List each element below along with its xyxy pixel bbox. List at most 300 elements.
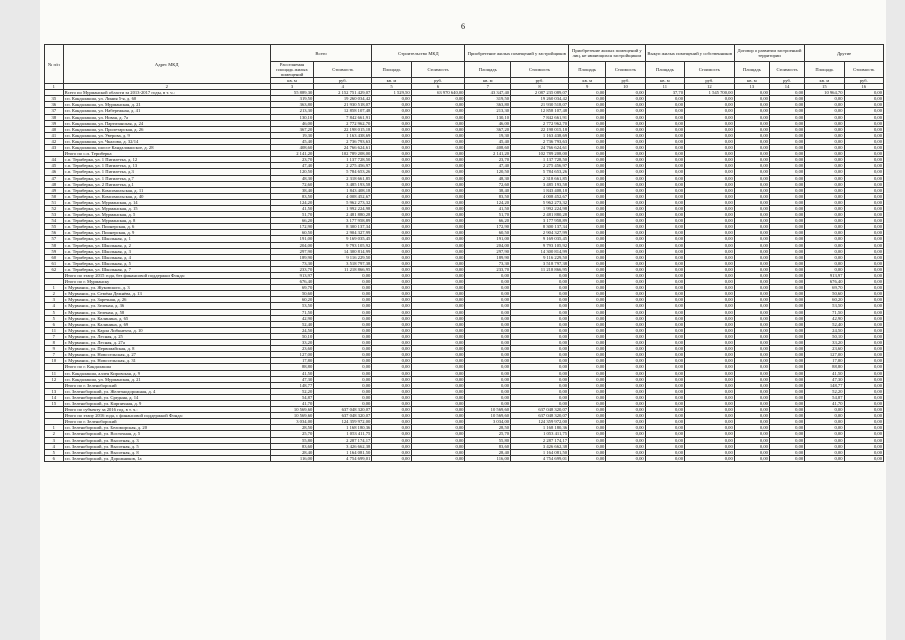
value-cell: 71,50 [270, 309, 314, 315]
value-cell: 0,00 [411, 254, 465, 260]
value-cell: 0,00 [685, 352, 735, 358]
value-cell: 0,00 [606, 382, 645, 388]
value-cell: 12 858 107,48 [314, 108, 372, 114]
value-cell: 0,00 [511, 279, 569, 285]
table-row [45, 455, 884, 461]
value-cell: 60,50 [270, 230, 314, 236]
value-cell: 0,00 [769, 199, 804, 205]
value-cell: 0,00 [465, 333, 511, 339]
value-cell: 0,00 [645, 230, 684, 236]
value-cell: 0,00 [569, 449, 606, 455]
value-cell: 0,00 [569, 285, 606, 291]
value-cell: 0,00 [606, 218, 645, 224]
value-cell: 43 347,40 [465, 90, 511, 96]
subheader-resettled-area: Расселяемая площадь жилых помещений [270, 62, 314, 78]
value-cell: 0,00 [844, 254, 883, 260]
value-cell: 0,00 [411, 437, 465, 443]
value-cell: 11 218 866,95 [314, 266, 372, 272]
value-cell: 363,80 [465, 102, 511, 108]
value-cell: 0,00 [465, 364, 511, 370]
row-number-cell: 10 [45, 358, 64, 364]
value-cell: 0,00 [685, 236, 735, 242]
value-cell: 0,00 [844, 181, 883, 187]
value-cell: 0,00 [805, 181, 844, 187]
value-cell: 0,00 [411, 273, 465, 279]
column-number: 1 [45, 84, 64, 90]
value-cell: 0,00 [734, 358, 769, 364]
row-number-cell: 61 [45, 260, 64, 266]
value-cell: 116,00 [465, 455, 511, 461]
value-cell: 0,00 [411, 224, 465, 230]
value-cell: 0,00 [685, 333, 735, 339]
value-cell: 9 793 105,92 [314, 242, 372, 248]
value-cell: 0,00 [465, 309, 511, 315]
value-cell: 0,00 [685, 419, 735, 425]
row-number-cell: 62 [45, 266, 64, 272]
value-cell: 127,00 [805, 352, 844, 358]
value-cell: 0,00 [844, 346, 883, 352]
value-cell: 0,00 [734, 132, 769, 138]
value-cell: 0,00 [805, 443, 844, 449]
value-cell: 0,00 [372, 352, 411, 358]
value-cell: 102 789 208,00 [511, 151, 569, 157]
value-cell: 0,00 [769, 260, 804, 266]
value-cell: 0,00 [372, 96, 411, 102]
value-cell: 17,80 [805, 358, 844, 364]
value-cell: 0,00 [685, 205, 735, 211]
value-cell: 0,00 [685, 303, 735, 309]
value-cell: 0,00 [685, 163, 735, 169]
value-cell: 0,00 [606, 419, 645, 425]
address-cell: с.п. Териберка, ул. Школьная, д. 1 [63, 236, 270, 242]
value-cell: 0,00 [844, 443, 883, 449]
value-cell: 0,00 [645, 138, 684, 144]
column-number: 5 [372, 84, 411, 90]
value-cell: 0,00 [734, 157, 769, 163]
value-cell: 0,00 [685, 212, 735, 218]
value-cell: 0,00 [511, 309, 569, 315]
value-cell: 0,00 [685, 187, 735, 193]
value-cell: 0,00 [645, 333, 684, 339]
value-cell: 72,60 [270, 181, 314, 187]
value-cell: 0,00 [685, 248, 735, 254]
value-cell: 0,00 [685, 199, 735, 205]
value-cell: 0,00 [685, 400, 735, 406]
row-number-cell: 55 [45, 224, 64, 230]
value-cell: 0,00 [606, 181, 645, 187]
row-number-cell: 44 [45, 157, 64, 163]
value-cell: 2 736 793,63 [314, 138, 372, 144]
value-cell: 0,00 [606, 114, 645, 120]
column-number: 4 [314, 84, 372, 90]
value-cell: 1 992 224,98 [314, 205, 372, 211]
value-cell: 0,00 [511, 352, 569, 358]
row-number-cell: 4 [45, 443, 64, 449]
value-cell: 124 359 972,00 [314, 419, 372, 425]
value-cell: 0,00 [645, 212, 684, 218]
row-number-cell: 42 [45, 138, 64, 144]
value-cell: 0,00 [465, 340, 511, 346]
header-purchase-developers: Приобретение жилых помещений у застройщиков [465, 45, 569, 62]
value-cell: 5 962 273,32 [314, 199, 372, 205]
subheader-cost: Стоимость [314, 62, 372, 78]
value-cell: 0,00 [805, 431, 844, 437]
value-cell: 0,00 [844, 187, 883, 193]
value-cell: 2 141,20 [465, 151, 511, 157]
value-cell: 0,00 [844, 315, 883, 321]
value-cell: 52,20 [805, 388, 844, 394]
value-cell: 913,97 [270, 273, 314, 279]
row-number-cell: 3 [45, 437, 64, 443]
value-cell: 0,00 [569, 151, 606, 157]
value-cell: 42,90 [805, 315, 844, 321]
value-cell: 0,00 [511, 273, 569, 279]
value-cell: 0,00 [372, 273, 411, 279]
value-cell: 172,90 [465, 224, 511, 230]
value-cell: 0,00 [734, 114, 769, 120]
row-number-cell: 40 [45, 126, 64, 132]
value-cell: 120,50 [465, 169, 511, 175]
value-cell: 53,50 [805, 303, 844, 309]
value-cell: 0,00 [734, 413, 769, 419]
value-cell: 0,00 [685, 108, 735, 114]
subheader-cost: Стоимость [769, 62, 804, 78]
address-cell: г. Мурманск, ул. Первомайская, д. 8 [63, 346, 270, 352]
unit-rub: руб. [685, 78, 735, 84]
header-buyout: Выкуп жилых помещений у собственников [645, 45, 734, 62]
value-cell: 0,00 [645, 108, 684, 114]
value-cell: 0,00 [645, 163, 684, 169]
value-cell: 0,00 [411, 358, 465, 364]
value-cell: 0,00 [685, 364, 735, 370]
value-cell: 0,00 [314, 321, 372, 327]
value-cell: 0,00 [465, 394, 511, 400]
value-cell: 0,00 [314, 279, 372, 285]
value-cell: 0,00 [569, 413, 606, 419]
value-cell: 2 141,20 [270, 151, 314, 157]
value-cell: 0,00 [734, 108, 769, 114]
value-cell: 0,00 [805, 242, 844, 248]
value-cell: 0,00 [411, 419, 465, 425]
value-cell: 0,00 [805, 218, 844, 224]
value-cell: 0,00 [372, 315, 411, 321]
value-cell: 0,00 [569, 382, 606, 388]
value-cell: 0,00 [645, 181, 684, 187]
value-cell: 0,00 [645, 425, 684, 431]
value-cell: 0,00 [372, 407, 411, 413]
value-cell: 0,00 [569, 218, 606, 224]
value-cell: 0,00 [769, 90, 804, 96]
value-cell: 0,00 [769, 449, 804, 455]
address-cell: с.п. Териберка, ул. 1 Пятилетка, д. 12 [63, 157, 270, 163]
address-cell: г.п. Зеленоборский, ул. Беломорская, д. 20 [63, 425, 270, 431]
value-cell: 0,00 [769, 425, 804, 431]
value-cell: 0,00 [685, 279, 735, 285]
address-cell: с.п. Териберка, ул. Школьная, д. 7 [63, 266, 270, 272]
value-cell: 0,00 [606, 212, 645, 218]
value-cell: 0,00 [645, 376, 684, 382]
value-cell: 0,00 [769, 266, 804, 272]
row-number-cell: 3 [45, 297, 64, 303]
value-cell: 52,40 [270, 321, 314, 327]
value-cell: 637 048 320,07 [511, 413, 569, 419]
value-cell: 0,00 [372, 199, 411, 205]
value-cell: 0,00 [411, 321, 465, 327]
value-cell: 0,00 [645, 193, 684, 199]
value-cell: 213,30 [465, 108, 511, 114]
value-cell: 0,00 [569, 273, 606, 279]
address-cell: г.п. Кандалакша, ул. Набережная, д. 41 [63, 108, 270, 114]
value-cell: 0,00 [511, 303, 569, 309]
value-cell: 0,00 [569, 419, 606, 425]
value-cell: 2 287 174,17 [511, 437, 569, 443]
value-cell: 0,00 [372, 114, 411, 120]
value-cell: 0,00 [606, 157, 645, 163]
value-cell: 0,00 [569, 193, 606, 199]
value-cell: 0,00 [372, 376, 411, 382]
value-cell: 0,00 [685, 370, 735, 376]
value-cell: 47,40 [270, 163, 314, 169]
value-cell: 0,00 [314, 382, 372, 388]
value-cell: 0,00 [844, 449, 883, 455]
value-cell: 0,00 [844, 437, 883, 443]
value-cell: 0,00 [372, 212, 411, 218]
value-cell: 0,00 [606, 193, 645, 199]
value-cell: 0,00 [734, 327, 769, 333]
value-cell: 8 300 137,34 [314, 224, 372, 230]
value-cell: 0,00 [769, 333, 804, 339]
address-cell: Итого по г. Зеленоборский [63, 382, 270, 388]
value-cell: 0,00 [645, 309, 684, 315]
value-cell: 233,70 [465, 266, 511, 272]
value-cell: 0,00 [569, 394, 606, 400]
value-cell: 0,00 [411, 114, 465, 120]
value-cell: 19,30 [270, 132, 314, 138]
value-cell: 50,60 [270, 291, 314, 297]
value-cell: 0,00 [411, 431, 465, 437]
value-cell: 3 485 193,58 [511, 181, 569, 187]
value-cell: 0,00 [645, 358, 684, 364]
address-cell: с.п. Териберка, ул. Мурманская, д. 14 [63, 199, 270, 205]
value-cell: 0,00 [805, 425, 844, 431]
value-cell: 54,87 [270, 394, 314, 400]
value-cell: 2 318 661,85 [511, 175, 569, 181]
value-cell: 0,00 [465, 321, 511, 327]
value-cell: 0,00 [645, 321, 684, 327]
value-cell: 0,00 [769, 273, 804, 279]
value-cell: 0,00 [411, 138, 465, 144]
value-cell: 676,40 [805, 279, 844, 285]
value-cell: 0,00 [805, 254, 844, 260]
value-cell: 4 754 699,01 [314, 455, 372, 461]
value-cell: 0,00 [569, 388, 606, 394]
value-cell: 0,00 [769, 248, 804, 254]
value-cell: 0,00 [569, 108, 606, 114]
value-cell: 0,00 [411, 388, 465, 394]
value-cell: 9 116 229,50 [511, 254, 569, 260]
value-cell: 191,00 [465, 236, 511, 242]
address-cell: г.п. Зеленоборский, ул. Дорожников, 1а [63, 455, 270, 461]
value-cell: 0,00 [569, 254, 606, 260]
value-cell: 66,20 [465, 218, 511, 224]
value-cell: 54,87 [805, 394, 844, 400]
header-other: Другие [805, 45, 884, 62]
value-cell: 0,00 [844, 455, 883, 461]
value-cell: 0,00 [606, 266, 645, 272]
value-cell: 83,50 [465, 193, 511, 199]
value-cell: 0,00 [569, 138, 606, 144]
value-cell: 0,00 [411, 346, 465, 352]
address-cell: г. Мурманск, ул. Калинина, д. 65 [63, 315, 270, 321]
value-cell: 0,00 [645, 291, 684, 297]
value-cell: 0,00 [844, 407, 883, 413]
value-cell: 0,00 [844, 297, 883, 303]
value-cell: 0,00 [372, 157, 411, 163]
value-cell: 48,30 [270, 175, 314, 181]
value-cell: 0,00 [569, 175, 606, 181]
address-cell: г.п. Кандалакша, ул. Мурманская, д. 21 [63, 376, 270, 382]
value-cell: 0,00 [844, 145, 883, 151]
value-cell: 0,00 [511, 340, 569, 346]
unit-rub: руб. [844, 78, 883, 84]
value-cell: 0,00 [685, 151, 735, 157]
value-cell: 0,00 [734, 285, 769, 291]
page-number: 6 [461, 22, 465, 31]
unit-rub: руб. [606, 78, 645, 84]
row-number-cell: 48 [45, 181, 64, 187]
row-number-cell: 4 [45, 303, 64, 309]
value-cell: 0,00 [606, 120, 645, 126]
value-cell: 28,40 [465, 449, 511, 455]
value-cell: 0,00 [606, 358, 645, 364]
address-cell: г.п. Зеленоборский, ул. Высотная, д. 3 [63, 437, 270, 443]
value-cell: 0,00 [734, 199, 769, 205]
address-cell: с.п. Териберка, ул. Школьная, д. 5 [63, 260, 270, 266]
value-cell: 0,00 [569, 346, 606, 352]
value-cell: 0,00 [805, 199, 844, 205]
value-cell: 0,00 [314, 285, 372, 291]
value-cell: 0,00 [769, 358, 804, 364]
value-cell: 0,00 [734, 254, 769, 260]
address-cell: г. Мурманск, ул. Калинина, д. 69 [63, 321, 270, 327]
value-cell: 24,50 [805, 327, 844, 333]
value-cell: 10 569,60 [270, 407, 314, 413]
value-cell: 0,00 [606, 132, 645, 138]
row-number-cell: 11 [45, 327, 64, 333]
value-cell: 0,00 [844, 321, 883, 327]
value-cell: 0,00 [769, 407, 804, 413]
value-cell: 0,00 [569, 187, 606, 193]
value-cell: 0,00 [314, 340, 372, 346]
value-cell: 0,00 [685, 309, 735, 315]
value-cell: 367,20 [465, 126, 511, 132]
value-cell: 1 843 408,18 [314, 187, 372, 193]
value-cell: 0,00 [844, 175, 883, 181]
value-cell: 0,00 [844, 138, 883, 144]
value-cell: 0,00 [844, 157, 883, 163]
value-cell: 0,00 [645, 132, 684, 138]
value-cell: 0,00 [465, 352, 511, 358]
value-cell: 0,00 [411, 297, 465, 303]
address-cell: г. Мурманск, ул. Новосельская, д. 31 [63, 358, 270, 364]
value-cell: 676,40 [270, 279, 314, 285]
value-cell: 0,00 [734, 163, 769, 169]
value-cell: 0,00 [685, 321, 735, 327]
value-cell: 0,00 [685, 193, 735, 199]
value-cell: 0,00 [844, 218, 883, 224]
value-cell: 0,00 [844, 279, 883, 285]
value-cell: 0,00 [569, 102, 606, 108]
value-cell: 45,40 [270, 138, 314, 144]
value-cell: 0,00 [844, 419, 883, 425]
value-cell: 0,00 [734, 138, 769, 144]
value-cell: 0,00 [569, 242, 606, 248]
value-cell: 0,00 [645, 120, 684, 126]
value-cell: 0,00 [606, 321, 645, 327]
value-cell: 120,50 [270, 169, 314, 175]
value-cell: 0,00 [372, 309, 411, 315]
value-cell: 0,00 [606, 352, 645, 358]
column-number: 14 [769, 84, 804, 90]
value-cell: 0,00 [685, 102, 735, 108]
value-cell: 0,00 [844, 242, 883, 248]
value-cell: 0,00 [645, 114, 684, 120]
value-cell: 2 904 327,99 [511, 230, 569, 236]
value-cell: 130,10 [465, 114, 511, 120]
value-cell: 5 784 653,26 [314, 169, 372, 175]
header-purchase-non-developers: Приобретение жилых помещений у лиц, не являющихся застройщиком [569, 45, 646, 62]
value-cell: 0,00 [685, 382, 735, 388]
value-cell: 363,80 [270, 102, 314, 108]
value-cell: 0,00 [411, 236, 465, 242]
value-cell: 0,00 [805, 175, 844, 181]
value-cell: 41,50 [465, 205, 511, 211]
address-cell: г.п. Зеленоборский, ул. Кирпичная, д. 9 [63, 400, 270, 406]
value-cell: 0,00 [411, 364, 465, 370]
value-cell: 0,00 [645, 126, 684, 132]
value-cell: 48,30 [465, 175, 511, 181]
value-cell: 0,00 [685, 242, 735, 248]
value-cell: 0,00 [685, 138, 735, 144]
value-cell: 0,00 [569, 425, 606, 431]
value-cell: 1 168 180,36 [511, 425, 569, 431]
value-cell: 0,00 [511, 358, 569, 364]
value-cell: 0,00 [769, 346, 804, 352]
value-cell: 0,00 [734, 297, 769, 303]
value-cell: 0,00 [372, 327, 411, 333]
value-cell: 0,00 [844, 309, 883, 315]
value-cell: 0,00 [734, 260, 769, 266]
address-cell: г.п. Зеленоборский, ул. Средняя, д. 14 [63, 394, 270, 400]
value-cell: 0,00 [569, 205, 606, 211]
value-cell: 0,00 [844, 102, 883, 108]
value-cell: 0,00 [372, 175, 411, 181]
value-cell: 0,00 [844, 388, 883, 394]
value-cell: 0,00 [314, 370, 372, 376]
value-cell: 0,00 [769, 309, 804, 315]
value-cell: 0,00 [569, 437, 606, 443]
value-cell: 0,00 [511, 285, 569, 291]
column-number: 13 [734, 84, 769, 90]
value-cell: 0,00 [645, 340, 684, 346]
value-cell: 10 569,60 [465, 407, 511, 413]
address-cell: Итого по этапу 2016 года, с финансовой поддержкой Фонда: [63, 413, 270, 419]
unit-rub: руб. [314, 78, 372, 84]
value-cell: 1 529,50 [372, 90, 411, 96]
value-cell: 0,00 [314, 364, 372, 370]
row-number-cell: 43 [45, 145, 64, 151]
value-cell: 0,00 [645, 364, 684, 370]
